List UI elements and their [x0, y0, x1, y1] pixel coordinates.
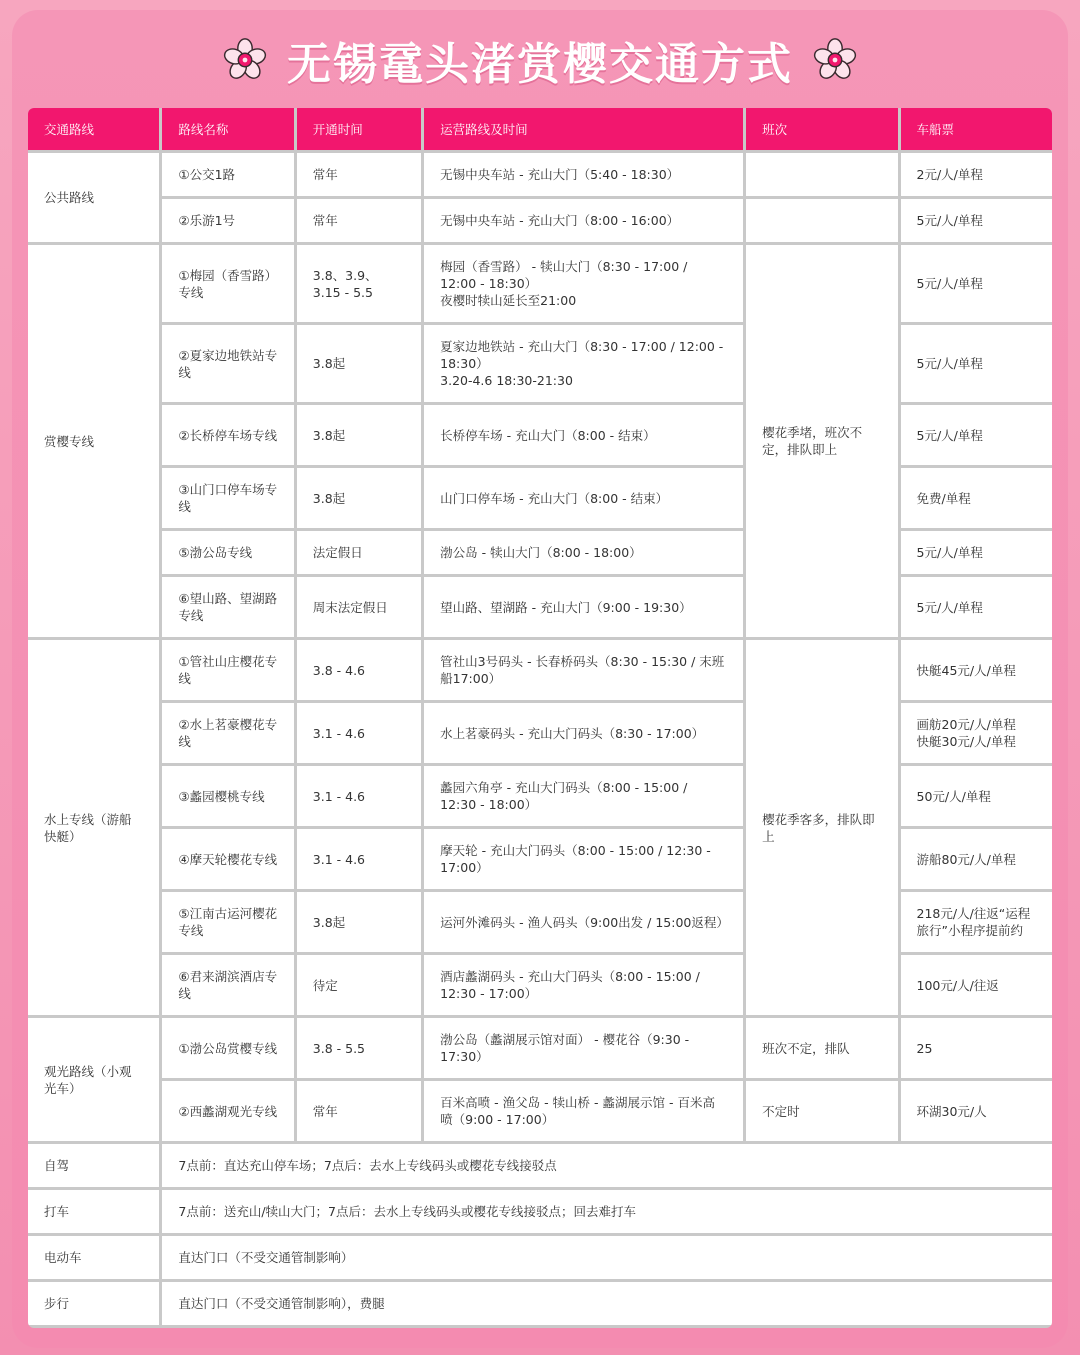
- table-row: [28, 1018, 1052, 1078]
- table-row: [28, 955, 1052, 1015]
- category-cell: 赏樱专线: [28, 245, 159, 637]
- open-time-cell: 3.8起: [297, 405, 421, 465]
- open-time-cell: 法定假日: [297, 531, 421, 574]
- category-cell: 打车: [28, 1190, 159, 1233]
- table-row: [28, 1190, 1052, 1233]
- fare-text: 画舫20元/人/单程: [916, 717, 1016, 732]
- fare-cell: 5元/人/单程: [901, 577, 1052, 637]
- table-row: [28, 892, 1052, 952]
- header-time: 开通时间: [297, 108, 421, 150]
- route-detail-cell: [424, 245, 743, 322]
- open-time-cell: 3.8起: [297, 468, 421, 528]
- fare-cell: 游船80元/人/单程: [901, 829, 1052, 889]
- route-detail-cell: 蠡园六角亭 - 充山大门码头（8:00 - 15:00 / 12:30 - 18:00）: [424, 766, 743, 826]
- description-cell: 直达门口（不受交通管制影响）: [162, 1236, 1052, 1279]
- table-row: [28, 405, 1052, 465]
- route-name-cell: ⑥望山路、望湖路专线: [162, 577, 293, 637]
- frequency-cell: 班次不定，排队: [746, 1018, 897, 1078]
- open-time-cell: 常年: [297, 1081, 421, 1141]
- fare-cell: 50元/人/单程: [901, 766, 1052, 826]
- open-time-cell: 3.8 - 5.5: [297, 1018, 421, 1078]
- route-detail-cell: 运河外滩码头 - 渔人码头（9:00出发 / 15:00返程）: [424, 892, 743, 952]
- frequency-cell: 樱花季堵，班次不定，排队即上: [746, 245, 897, 637]
- route-detail-cell: 水上茗豪码头 - 充山大门码头（8:30 - 17:00）: [424, 703, 743, 763]
- route-name-cell: ⑥君来湖滨酒店专线: [162, 955, 293, 1015]
- fare-cell: 免费/单程: [901, 468, 1052, 528]
- table-row: [28, 829, 1052, 889]
- table-row: [28, 766, 1052, 826]
- route-note: 3.20-4.6 18:30-21:30: [440, 373, 573, 388]
- table-row: [28, 153, 1052, 196]
- route-name-cell: ①公交1路: [162, 153, 293, 196]
- route-detail-cell: 无锡中央车站 - 充山大门（5:40 - 18:30）: [424, 153, 743, 196]
- route-detail-cell: [424, 325, 743, 402]
- route-detail-cell: 山门口停车场 - 充山大门（8:00 - 结束）: [424, 468, 743, 528]
- category-cell: 观光路线（小观光车）: [28, 1018, 159, 1141]
- table-row: [28, 703, 1052, 763]
- table-row: [28, 325, 1052, 402]
- route-name-cell: ①梅园（香雪路）专线: [162, 245, 293, 322]
- table-row: [28, 577, 1052, 637]
- table-row: [28, 245, 1052, 322]
- fare-cell: 5元/人/单程: [901, 405, 1052, 465]
- cherry-blossom-icon: [221, 36, 269, 84]
- description-cell: 7点前：直达充山停车场；7点后：去水上专线码头或樱花专线接驳点: [162, 1144, 1052, 1187]
- open-time-cell: 3.1 - 4.6: [297, 766, 421, 826]
- cherry-blossom-icon: [811, 36, 859, 84]
- route-detail-cell: 长桥停车场 - 充山大门（8:00 - 结束）: [424, 405, 743, 465]
- open-time-cell: 周末法定假日: [297, 577, 421, 637]
- route-name-cell: ③蠡园樱桃专线: [162, 766, 293, 826]
- transport-table-card: [28, 108, 1052, 1328]
- fare-cell: 快艇45元/人/单程: [901, 640, 1052, 700]
- table-row: [28, 1282, 1052, 1325]
- route-text: 夏家边地铁站 - 充山大门（8:30 - 17:00 / 12:00 - 18:30）: [440, 339, 724, 371]
- table-row: [28, 640, 1052, 700]
- frequency-cell: [746, 153, 897, 196]
- table-row: [28, 199, 1052, 242]
- table-header-row: [28, 108, 1052, 150]
- fare-cell: 2元/人/单程: [901, 153, 1052, 196]
- route-detail-cell: 渤公岛 - 犊山大门（8:00 - 18:00）: [424, 531, 743, 574]
- header-fare: 车船票: [901, 108, 1052, 150]
- page-title: 无锡鼋头渚赏樱交通方式: [287, 39, 793, 90]
- header-category: 交通路线: [28, 108, 159, 150]
- route-detail-cell: 酒店蠡湖码头 - 充山大门码头（8:00 - 15:00 / 12:30 - 17:00）: [424, 955, 743, 1015]
- route-detail-cell: 摩天轮 - 充山大门码头（8:00 - 15:00 / 12:30 - 17:00）: [424, 829, 743, 889]
- header-name: 路线名称: [162, 108, 293, 150]
- route-detail-cell: 望山路、望湖路 - 充山大门（9:00 - 19:30）: [424, 577, 743, 637]
- fare-cell: 5元/人/单程: [901, 245, 1052, 322]
- route-detail-cell: 管社山3号码头 - 长春桥码头（8:30 - 15:30 / 末班船17:00）: [424, 640, 743, 700]
- route-name-cell: ②夏家边地铁站专线: [162, 325, 293, 402]
- fare-cell: 5元/人/单程: [901, 531, 1052, 574]
- frequency-cell: 樱花季客多，排队即上: [746, 640, 897, 1015]
- header-frequency: 班次: [746, 108, 897, 150]
- category-cell: 步行: [28, 1282, 159, 1325]
- category-cell: 水上专线（游船快艇）: [28, 640, 159, 1015]
- frequency-cell: 不定时: [746, 1081, 897, 1141]
- open-time-cell: 3.8、3.9、3.15 - 5.5: [297, 245, 421, 322]
- table-row: [28, 1144, 1052, 1187]
- route-text: 梅园（香雪路） - 犊山大门（8:30 - 17:00 / 12:00 - 18:30）: [440, 259, 688, 291]
- open-time-cell: 常年: [297, 199, 421, 242]
- category-cell: 公共路线: [28, 153, 159, 242]
- route-name-cell: ②长桥停车场专线: [162, 405, 293, 465]
- page-header: [0, 28, 1080, 92]
- open-time-cell: 待定: [297, 955, 421, 1015]
- open-time-cell: 3.8起: [297, 892, 421, 952]
- route-detail-cell: 百米高喷 - 渔父岛 - 犊山桥 - 蠡湖展示馆 - 百米高喷（9:00 - 17:00）: [424, 1081, 743, 1141]
- route-name-cell: ④摩天轮樱花专线: [162, 829, 293, 889]
- fare-cell: 5元/人/单程: [901, 325, 1052, 402]
- category-cell: 电动车: [28, 1236, 159, 1279]
- description-cell: 直达门口（不受交通管制影响），费腿: [162, 1282, 1052, 1325]
- fare-cell: [901, 703, 1052, 763]
- table-row: [28, 1236, 1052, 1279]
- open-time-cell: 常年: [297, 153, 421, 196]
- route-name-cell: ①渤公岛赏樱专线: [162, 1018, 293, 1078]
- fare-cell: 100元/人/往返: [901, 955, 1052, 1015]
- route-name-cell: ③山门口停车场专线: [162, 468, 293, 528]
- fare-cell: 环湖30元/人: [901, 1081, 1052, 1141]
- fare-cell: 218元/人/往返“运程旅行”小程序提前约: [901, 892, 1052, 952]
- header-route: 运营路线及时间: [424, 108, 743, 150]
- route-detail-cell: 渤公岛（蠡湖展示馆对面） - 樱花谷（9:30 - 17:30）: [424, 1018, 743, 1078]
- route-name-cell: ⑤渤公岛专线: [162, 531, 293, 574]
- route-name-cell: ①管社山庄樱花专线: [162, 640, 293, 700]
- table-row: [28, 1081, 1052, 1141]
- table-row: [28, 531, 1052, 574]
- route-detail-cell: 无锡中央车站 - 充山大门（8:00 - 16:00）: [424, 199, 743, 242]
- route-name-cell: ②乐游1号: [162, 199, 293, 242]
- fare-cell: 25: [901, 1018, 1052, 1078]
- fare-note: 快艇30元/人/单程: [916, 734, 1016, 749]
- description-cell: 7点前：送充山/犊山大门；7点后：去水上专线码头或樱花专线接驳点；回去难打车: [162, 1190, 1052, 1233]
- fare-cell: 5元/人/单程: [901, 199, 1052, 242]
- open-time-cell: 3.1 - 4.6: [297, 703, 421, 763]
- open-time-cell: 3.1 - 4.6: [297, 829, 421, 889]
- open-time-cell: 3.8起: [297, 325, 421, 402]
- open-time-cell: 3.8 - 4.6: [297, 640, 421, 700]
- route-name-cell: ②西蠡湖观光专线: [162, 1081, 293, 1141]
- category-cell: 自驾: [28, 1144, 159, 1187]
- transport-table: [28, 108, 1052, 1328]
- route-name-cell: ⑤江南古运河樱花专线: [162, 892, 293, 952]
- table-row: [28, 468, 1052, 528]
- route-name-cell: ②水上茗豪樱花专线: [162, 703, 293, 763]
- frequency-cell: [746, 199, 897, 242]
- route-note: 夜樱时犊山延长至21:00: [440, 293, 577, 308]
